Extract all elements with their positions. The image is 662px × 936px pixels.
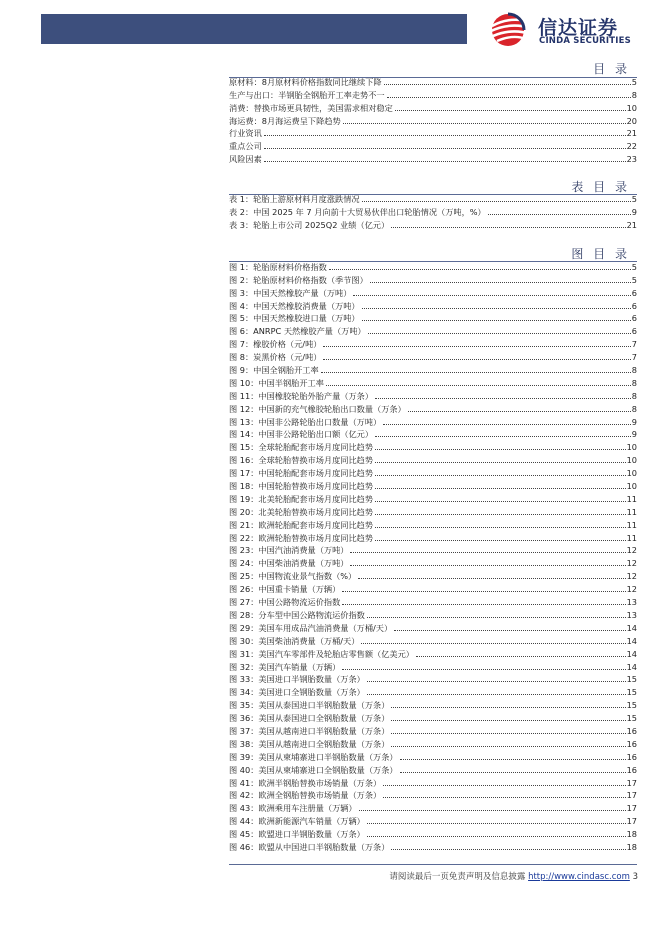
toc-entry[interactable] bbox=[229, 323, 637, 336]
toc-entry[interactable] bbox=[229, 826, 637, 839]
toc-entry-page: 12 bbox=[626, 545, 637, 556]
disclaimer-text: 请阅读最后一页免责声明及信息披露 bbox=[389, 872, 526, 882]
toc-dot-leader bbox=[264, 161, 626, 162]
toc-entry[interactable] bbox=[229, 478, 637, 491]
toc-entry-page: 6 bbox=[631, 326, 637, 337]
toc-entry[interactable] bbox=[229, 439, 637, 452]
toc-entry[interactable] bbox=[229, 362, 637, 375]
toc-entry-label: 图 13：中国非公路轮胎出口数量（万吨） bbox=[229, 416, 382, 427]
logo-chinese-name: 信达证券 bbox=[538, 17, 619, 39]
toc-entry[interactable] bbox=[229, 762, 637, 775]
toc-dot-leader bbox=[367, 617, 626, 618]
toc-entry[interactable] bbox=[229, 151, 637, 164]
toc-entry[interactable] bbox=[229, 607, 637, 620]
toc-entry-page: 18 bbox=[626, 841, 637, 852]
toc-dot-leader bbox=[395, 110, 626, 111]
toc-entry[interactable] bbox=[229, 375, 637, 388]
toc-entry-label: 图 23：中国汽油消费量（万吨） bbox=[229, 545, 349, 556]
toc-entry-label: 图 17：中国轮胎配套市场月度同比趋势 bbox=[229, 468, 374, 479]
tables-list bbox=[229, 191, 637, 230]
toc-entry-label: 图 36：美国从泰国进口全钢胎数量（万条） bbox=[229, 713, 390, 724]
cinda-logo-icon bbox=[488, 12, 532, 48]
toc-dot-leader bbox=[367, 694, 626, 695]
toc-dot-leader bbox=[375, 475, 626, 476]
toc-entry-page: 12 bbox=[626, 571, 637, 582]
toc-dot-leader bbox=[367, 681, 626, 682]
toc-entry-page: 15 bbox=[626, 674, 637, 685]
toc-dot-leader bbox=[394, 630, 625, 631]
toc-entry[interactable] bbox=[229, 191, 637, 204]
toc-entry[interactable] bbox=[229, 581, 637, 594]
toc-entry[interactable] bbox=[229, 659, 637, 672]
toc-entry-label: 图 29：美国车用成品汽油消费量（万桶/天） bbox=[229, 622, 393, 633]
header-bar bbox=[41, 14, 467, 44]
toc-entry-page: 6 bbox=[631, 287, 637, 298]
toc-entry[interactable] bbox=[229, 204, 637, 217]
toc-entry-label: 图 4：中国天然橡胶消费量（万吨） bbox=[229, 300, 360, 311]
toc-dot-leader bbox=[350, 552, 625, 553]
toc-entry[interactable] bbox=[229, 710, 637, 723]
toc-entry-page: 16 bbox=[626, 751, 637, 762]
toc-entry[interactable] bbox=[229, 594, 637, 607]
toc-entry[interactable] bbox=[229, 684, 637, 697]
toc-entry-page: 20 bbox=[626, 115, 637, 126]
toc-dot-leader bbox=[375, 501, 626, 502]
toc-dot-leader bbox=[383, 797, 625, 798]
toc-entry-page: 18 bbox=[626, 829, 637, 840]
toc-dot-leader bbox=[391, 746, 625, 747]
toc-dot-leader bbox=[342, 669, 625, 670]
toc-entry[interactable] bbox=[229, 87, 637, 100]
toc-dot-leader bbox=[375, 436, 631, 437]
toc-entry-label: 图 12：中国新的充气橡胶轮胎出口数量（万条） bbox=[229, 403, 406, 414]
toc-entry-label: 图 37：美国从越南进口半钢胎数量（万条） bbox=[229, 725, 390, 736]
toc-entry-page: 16 bbox=[626, 725, 637, 736]
footer-divider bbox=[229, 864, 637, 865]
toc-entry-label: 图 1：轮胎原材料价格指数 bbox=[229, 261, 327, 272]
toc-dot-leader bbox=[359, 810, 626, 811]
toc-entry-label: 生产与出口：半钢胎全钢胎开工率走势不一 bbox=[229, 89, 385, 100]
toc-dot-leader bbox=[384, 84, 631, 85]
toc-entry-page: 14 bbox=[626, 635, 637, 646]
toc-entry[interactable] bbox=[229, 259, 637, 272]
toc-entry-label: 图 31：美国汽车零部件及轮胎店零售额（亿美元） bbox=[229, 648, 414, 659]
toc-entry-label: 表 2：中国 2025 年 7 月向前十大贸易伙伴出口轮胎情况（万吨，%） bbox=[229, 206, 486, 217]
toc-entry-page: 7 bbox=[631, 339, 637, 350]
toc-entry-label: 图 5：中国天然橡胶进口量（万吨） bbox=[229, 313, 360, 324]
toc-entry-page: 9 bbox=[631, 416, 637, 427]
toc-entry-page: 6 bbox=[631, 300, 637, 311]
website-link[interactable]: http://www.cindasc.com bbox=[528, 872, 630, 882]
toc-entry[interactable] bbox=[229, 839, 637, 852]
toc-entry[interactable] bbox=[229, 491, 637, 504]
toc-entry-page: 23 bbox=[626, 154, 637, 165]
toc-entry-label: 图 9：中国全钢胎开工率 bbox=[229, 365, 319, 376]
toc-entry-label: 图 39：美国从柬埔寨进口半钢胎数量（万条） bbox=[229, 751, 398, 762]
toc-dot-leader bbox=[362, 201, 631, 202]
toc-entry[interactable] bbox=[229, 697, 637, 710]
toc-dot-leader bbox=[375, 462, 626, 463]
toc-dot-leader bbox=[375, 398, 631, 399]
toc-entry[interactable] bbox=[229, 800, 637, 813]
toc-dot-leader bbox=[383, 424, 631, 425]
toc-entry-label: 图 43：欧洲乘用车注册量（万辆） bbox=[229, 803, 357, 814]
toc-entry[interactable] bbox=[229, 504, 637, 517]
toc-entry-label: 图 6：ANRPC 天然橡胶产量（万吨） bbox=[229, 326, 366, 337]
toc-entry[interactable] bbox=[229, 217, 637, 230]
toc-entry-page: 5 bbox=[631, 261, 637, 272]
toc-entry-label: 图 35：美国从泰国进口半钢胎数量（万条） bbox=[229, 700, 390, 711]
toc-dot-leader bbox=[400, 772, 626, 773]
toc-entry[interactable] bbox=[229, 113, 637, 126]
toc-entry[interactable] bbox=[229, 414, 637, 427]
toc-entry[interactable] bbox=[229, 388, 637, 401]
toc-entry[interactable] bbox=[229, 620, 637, 633]
toc-entry-label: 图 16：全球轮胎替换市场月度同比趋势 bbox=[229, 455, 374, 466]
toc-entry-page: 6 bbox=[631, 313, 637, 324]
toc-entry-label: 图 46：欧盟从中国进口半钢胎数量（万条） bbox=[229, 841, 390, 852]
tables-title: 表 目 录 bbox=[571, 180, 630, 194]
toc-entry-label: 图 11：中国橡胶轮胎外胎产量（万条） bbox=[229, 390, 374, 401]
toc-dot-leader bbox=[416, 656, 626, 657]
toc-dot-leader bbox=[375, 488, 626, 489]
toc-dot-leader bbox=[326, 385, 631, 386]
toc-entry[interactable] bbox=[229, 788, 637, 801]
toc-entry[interactable] bbox=[229, 311, 637, 324]
toc-dot-leader bbox=[321, 372, 631, 373]
page-number: 3 bbox=[632, 872, 638, 882]
toc-entry-page: 9 bbox=[631, 206, 637, 217]
toc-entry-label: 图 45：欧盟进口半钢胎数量（万条） bbox=[229, 829, 365, 840]
toc-entry[interactable] bbox=[229, 633, 637, 646]
toc-entry[interactable] bbox=[229, 427, 637, 440]
toc-entry-page: 11 bbox=[626, 493, 637, 504]
toc-entry-page: 16 bbox=[626, 764, 637, 775]
toc-entry-page: 15 bbox=[626, 700, 637, 711]
toc-entry[interactable] bbox=[229, 749, 637, 762]
toc-entry-page: 17 bbox=[626, 816, 637, 827]
toc-dot-leader bbox=[408, 411, 631, 412]
toc-entry[interactable] bbox=[229, 336, 637, 349]
toc-dot-leader bbox=[391, 849, 625, 850]
toc-entry-page: 16 bbox=[626, 738, 637, 749]
toc-entry-page: 21 bbox=[626, 128, 637, 139]
toc-entry-label: 图 42：欧洲全钢胎替换市场销量（万条） bbox=[229, 790, 382, 801]
toc-entry-label: 图 44：欧洲新能源汽车销量（万辆） bbox=[229, 816, 365, 827]
toc-entry-page: 22 bbox=[626, 141, 637, 152]
toc-dot-leader bbox=[488, 214, 631, 215]
toc-entry-label: 图 34：美国进口全钢胎数量（万条） bbox=[229, 687, 365, 698]
toc-entry-page: 12 bbox=[626, 584, 637, 595]
toc-entry-page: 8 bbox=[631, 390, 637, 401]
toc-dot-leader bbox=[391, 227, 625, 228]
toc-entry-label: 图 7：橡胶价格（元/吨） bbox=[229, 339, 322, 350]
toc-entry[interactable] bbox=[229, 723, 637, 736]
toc-entry[interactable] bbox=[229, 646, 637, 659]
figures-list bbox=[229, 259, 637, 852]
toc-entry[interactable] bbox=[229, 530, 637, 543]
toc-entry-page: 15 bbox=[626, 713, 637, 724]
toc-entry-label: 图 40：美国从柬埔寨进口全钢胎数量（万条） bbox=[229, 764, 398, 775]
toc-entry-label: 图 22：欧洲轮胎替换市场月度同比趋势 bbox=[229, 532, 374, 543]
toc-entry-page: 13 bbox=[626, 597, 637, 608]
toc-entry-label: 图 20：北美轮胎替换市场月度同比趋势 bbox=[229, 506, 374, 517]
toc-entry[interactable] bbox=[229, 543, 637, 556]
toc-entry-label: 图 28：分车型中国公路物流运价指数 bbox=[229, 609, 365, 620]
toc-dot-leader bbox=[400, 759, 626, 760]
toc-entry-label: 海运费：8月海运费呈下降趋势 bbox=[229, 115, 341, 126]
toc-entry-label: 表 3：轮胎上市公司 2025Q2 业绩（亿元） bbox=[229, 219, 390, 230]
toc-entry-label: 图 33：美国进口半钢胎数量（万条） bbox=[229, 674, 365, 685]
toc-dot-leader bbox=[367, 836, 626, 837]
toc-entry-page: 15 bbox=[626, 687, 637, 698]
toc-entry-label: 图 25：中国物流业景气指数（%） bbox=[229, 571, 357, 582]
toc-entry-label: 原材料：8月原材料价格指数同比继续下降 bbox=[229, 76, 382, 87]
toc-dot-leader bbox=[375, 514, 626, 515]
toc-entry-label: 图 41：欧洲半钢胎替换市场销量（万条） bbox=[229, 777, 382, 788]
toc-entry[interactable] bbox=[229, 555, 637, 568]
toc-entry-label: 图 24：中国柴油消费量（万吨） bbox=[229, 558, 349, 569]
toc-entry-label: 图 14：中国非公路轮胎出口额（亿元） bbox=[229, 429, 374, 440]
footer bbox=[389, 870, 638, 882]
toc-dot-leader bbox=[368, 333, 631, 334]
toc-dot-leader bbox=[391, 707, 625, 708]
toc-entry[interactable] bbox=[229, 736, 637, 749]
figures-title: 图 目 录 bbox=[571, 247, 630, 261]
toc-dot-leader bbox=[358, 578, 625, 579]
toc-entry[interactable] bbox=[229, 126, 637, 139]
toc-entry-label: 图 2：轮胎原材料价格指数（季节图） bbox=[229, 274, 368, 285]
toc-dot-leader bbox=[361, 643, 625, 644]
toc-entry-page: 17 bbox=[626, 790, 637, 801]
toc-entry-label: 表 1：轮胎上游原材料月度涨跌情况 bbox=[229, 193, 360, 204]
toc-entry-label: 重点公司 bbox=[229, 141, 262, 152]
toc-entry[interactable] bbox=[229, 138, 637, 151]
toc-entry-page: 5 bbox=[631, 76, 637, 87]
toc-entry[interactable] bbox=[229, 813, 637, 826]
toc-entry[interactable] bbox=[229, 672, 637, 685]
toc-entry-page: 11 bbox=[626, 506, 637, 517]
toc-entry-page: 21 bbox=[626, 219, 637, 230]
toc-entry[interactable] bbox=[229, 452, 637, 465]
toc-dot-leader bbox=[323, 346, 630, 347]
contents-list bbox=[229, 74, 637, 164]
toc-entry-label: 图 19：北美轮胎配套市场月度同比趋势 bbox=[229, 493, 374, 504]
toc-entry-label: 风险因素 bbox=[229, 154, 262, 165]
toc-entry-label: 图 18：中国轮胎替换市场月度同比趋势 bbox=[229, 481, 374, 492]
toc-dot-leader bbox=[362, 320, 631, 321]
toc-entry-page: 10 bbox=[626, 481, 637, 492]
toc-dot-leader bbox=[383, 785, 625, 786]
toc-entry-page: 17 bbox=[626, 803, 637, 814]
toc-entry-page: 13 bbox=[626, 609, 637, 620]
toc-entry[interactable] bbox=[229, 285, 637, 298]
toc-entry-page: 9 bbox=[631, 429, 637, 440]
toc-entry[interactable] bbox=[229, 568, 637, 581]
toc-entry-page: 10 bbox=[626, 102, 637, 113]
toc-entry[interactable] bbox=[229, 349, 637, 362]
toc-dot-leader bbox=[375, 527, 626, 528]
toc-entry[interactable] bbox=[229, 298, 637, 311]
toc-entry[interactable] bbox=[229, 775, 637, 788]
toc-dot-leader bbox=[342, 591, 625, 592]
toc-entry-label: 图 38：美国从越南进口全钢胎数量（万条） bbox=[229, 738, 390, 749]
toc-entry[interactable] bbox=[229, 100, 637, 113]
toc-entry-page: 14 bbox=[626, 648, 637, 659]
toc-dot-leader bbox=[391, 720, 625, 721]
toc-entry-label: 图 32：美国汽车销量（万辆） bbox=[229, 661, 341, 672]
toc-entry-label: 消费：替换市场更具韧性，美国需求相对稳定 bbox=[229, 102, 393, 113]
toc-entry-page: 14 bbox=[626, 622, 637, 633]
toc-entry-page: 8 bbox=[631, 365, 637, 376]
toc-entry[interactable] bbox=[229, 272, 637, 285]
toc-entry-page: 8 bbox=[631, 403, 637, 414]
toc-entry-page: 14 bbox=[626, 661, 637, 672]
toc-dot-leader bbox=[367, 823, 626, 824]
toc-entry-label: 图 21：欧洲轮胎配套市场月度同比趋势 bbox=[229, 519, 374, 530]
toc-entry[interactable] bbox=[229, 465, 637, 478]
logo-english-name: CINDA SECURITIES bbox=[539, 36, 631, 46]
toc-entry-page: 11 bbox=[626, 532, 637, 543]
toc-entry-page: 11 bbox=[626, 519, 637, 530]
toc-dot-leader bbox=[391, 733, 625, 734]
toc-entry-page: 8 bbox=[631, 89, 637, 100]
toc-dot-leader bbox=[353, 295, 630, 296]
toc-dot-leader bbox=[264, 135, 626, 136]
toc-entry-label: 图 30：美国柴油消费量（万桶/天） bbox=[229, 635, 360, 646]
toc-entry-page: 17 bbox=[626, 777, 637, 788]
contents-title: 目 录 bbox=[593, 62, 630, 76]
toc-entry-page: 8 bbox=[631, 377, 637, 388]
toc-dot-leader bbox=[375, 540, 626, 541]
toc-dot-leader bbox=[342, 604, 625, 605]
toc-entry-page: 5 bbox=[631, 193, 637, 204]
toc-entry-label: 图 27：中国公路物流运价指数 bbox=[229, 597, 341, 608]
toc-entry-label: 图 10：中国半钢胎开工率 bbox=[229, 377, 324, 388]
toc-entry-page: 10 bbox=[626, 468, 637, 479]
toc-dot-leader bbox=[329, 269, 631, 270]
toc-dot-leader bbox=[343, 123, 626, 124]
toc-dot-leader bbox=[375, 449, 626, 450]
toc-dot-leader bbox=[350, 565, 625, 566]
toc-dot-leader bbox=[370, 282, 631, 283]
brand-logo bbox=[488, 12, 648, 48]
toc-dot-leader bbox=[362, 308, 631, 309]
toc-entry-page: 7 bbox=[631, 352, 637, 363]
toc-entry-page: 10 bbox=[626, 455, 637, 466]
toc-entry-page: 12 bbox=[626, 558, 637, 569]
toc-entry-label: 图 26：中国重卡销量（万辆） bbox=[229, 584, 341, 595]
toc-entry-label: 图 8：炭黑价格（元/吨） bbox=[229, 352, 322, 363]
toc-entry-label: 图 15：全球轮胎配套市场月度同比趋势 bbox=[229, 442, 374, 453]
toc-entry[interactable] bbox=[229, 401, 637, 414]
toc-entry-page: 5 bbox=[631, 274, 637, 285]
toc-entry-label: 行业资讯 bbox=[229, 128, 262, 139]
toc-entry[interactable] bbox=[229, 74, 637, 87]
toc-entry-page: 10 bbox=[626, 442, 637, 453]
toc-dot-leader bbox=[323, 359, 630, 360]
toc-dot-leader bbox=[387, 97, 631, 98]
toc-entry[interactable] bbox=[229, 517, 637, 530]
toc-dot-leader bbox=[264, 148, 626, 149]
toc-entry-label: 图 3：中国天然橡胶产量（万吨） bbox=[229, 287, 352, 298]
